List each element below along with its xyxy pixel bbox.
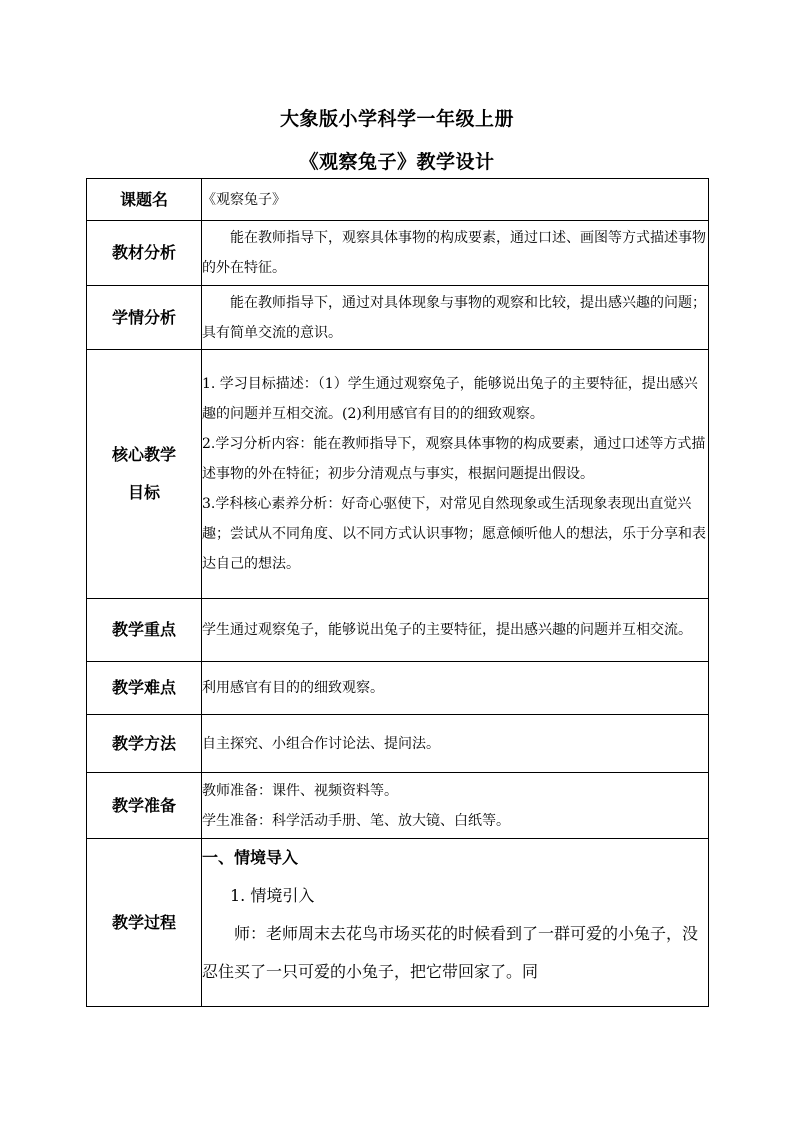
row-value-goals bbox=[202, 350, 709, 599]
row-value-material: 能在教师指导下，观察具体事物的构成要素，通过口述、画图等方式描述事物的外在特征。 bbox=[202, 230, 706, 276]
table-row-topic bbox=[87, 179, 709, 221]
goal-item-1: 1. 学习目标描述：（1）学生通过观察兔子，能够说出兔子的主要特征，提出感兴趣的问题并互相交流。(2)利用感官有目的的细致观察。 bbox=[202, 376, 698, 422]
row-label-methods: 教学方法 bbox=[87, 715, 202, 773]
row-label-learner: 学情分析 bbox=[87, 286, 202, 350]
table-row-preparation bbox=[87, 773, 709, 839]
row-value-methods: 自主探究、小组合作讨论法、提问法。 bbox=[202, 715, 709, 773]
row-label-preparation: 教学准备 bbox=[87, 773, 202, 839]
table-row-methods bbox=[87, 715, 709, 773]
row-value-key-points: 学生通过观察兔子，能够说出兔子的主要特征，提出感兴趣的问题并互相交流。 bbox=[202, 599, 709, 662]
table-row-key-points bbox=[87, 599, 709, 662]
prep-student: 学生准备：科学活动手册、笔、放大镜、白纸等。 bbox=[202, 812, 510, 829]
table-row-goals bbox=[87, 350, 709, 599]
document-title: 大象版小学科学一年级上册 bbox=[279, 108, 514, 130]
row-label-goals bbox=[87, 350, 202, 599]
row-label-topic: 课题名 bbox=[87, 179, 202, 221]
row-value-learner-cell bbox=[202, 286, 709, 350]
table-row-material bbox=[87, 221, 709, 286]
goal-item-3: 3.学科核心素养分析：好奇心驱使下，对常见自然现象或生活现象表现出直觉兴趣；尝试从不同角度、以不同方式认识事物；愿意倾听他人的想法，乐于分享和表达自己的想法。 bbox=[202, 496, 706, 572]
table-row-learner bbox=[87, 286, 709, 350]
process-step-heading: 1. 情境引入 bbox=[230, 886, 315, 905]
row-value-material-cell bbox=[202, 221, 709, 286]
row-label-process: 教学过程 bbox=[87, 839, 202, 1007]
row-value-process bbox=[202, 839, 709, 1007]
document-subtitle: 《观察兔子》教学设计 bbox=[299, 151, 495, 173]
goal-item-2: 2.学习分析内容：能在教师指导下，观察具体事物的构成要素，通过口述等方式描述事物的外在特征；初步分清观点与事实，根据问题提出假设。 bbox=[202, 436, 706, 482]
process-step-text: 师：老师周末去花鸟市场买花的时候看到了一群可爱的小兔子，没忍住买了一只可爱的小兔子，把它带回家了。同 bbox=[202, 924, 699, 981]
goals-label-line1: 核心教学 bbox=[111, 445, 176, 464]
row-value-difficulties: 利用感官有目的的细致观察。 bbox=[202, 662, 709, 715]
prep-teacher: 教师准备：课件、视频资料等。 bbox=[202, 782, 398, 799]
row-label-key-points: 教学重点 bbox=[87, 599, 202, 662]
row-value-preparation bbox=[202, 773, 709, 839]
goals-label-line2: 目标 bbox=[127, 483, 160, 502]
table-row-difficulties bbox=[87, 662, 709, 715]
table-row-process bbox=[87, 839, 709, 1007]
row-value-learner: 能在教师指导下，通过对具体现象与事物的观察和比较，提出感兴趣的问题；具有简单交流的意识。 bbox=[202, 294, 706, 341]
row-value-topic: 《观察兔子》 bbox=[202, 179, 709, 221]
row-label-material: 教材分析 bbox=[87, 221, 202, 286]
lesson-plan-table bbox=[86, 178, 709, 1007]
process-section-heading: 一、情境导入 bbox=[202, 848, 299, 867]
row-label-difficulties: 教学难点 bbox=[87, 662, 202, 715]
